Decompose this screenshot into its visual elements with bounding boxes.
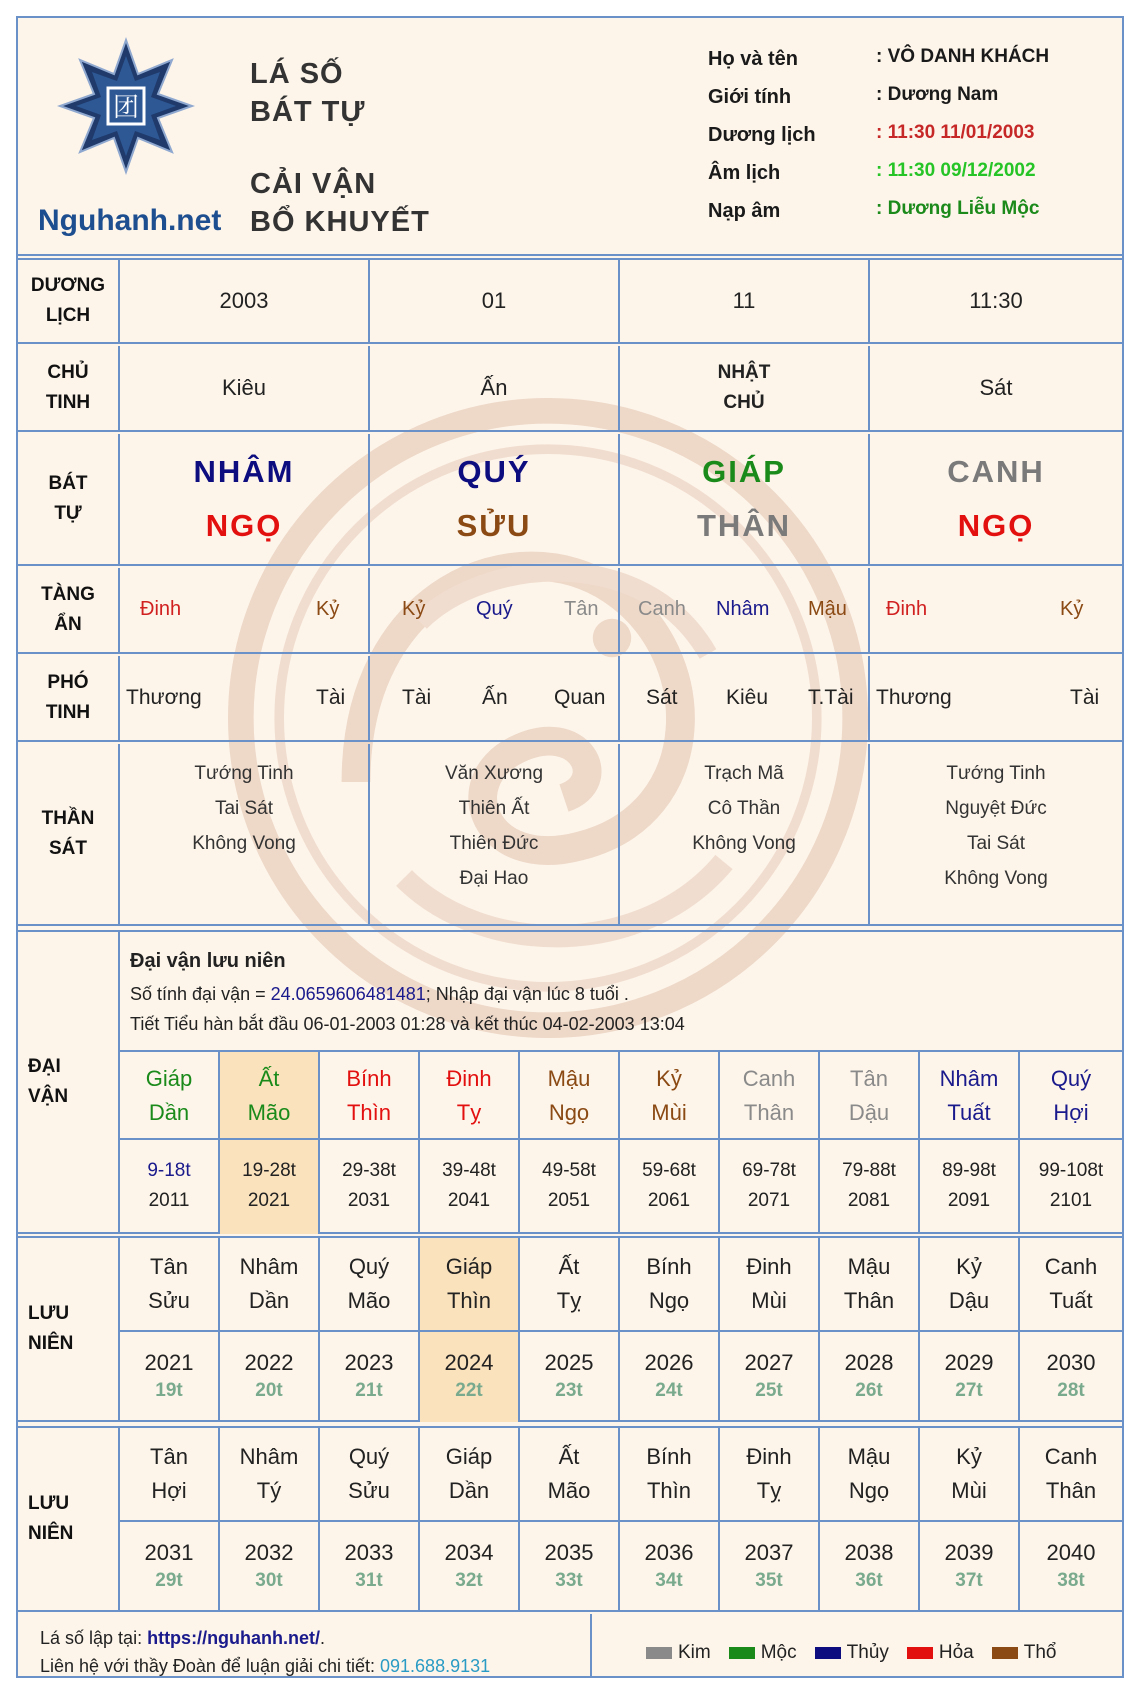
luu-nien-year-age: 2028 26t — [820, 1330, 920, 1422]
luu-nien-can-chi: Tân Sửu — [120, 1238, 220, 1330]
pillar-hour — [870, 434, 1122, 564]
dai-van-can-chi: Ất Mão — [220, 1050, 320, 1138]
solar-month: 01 — [370, 260, 620, 342]
row-pho-tinh — [18, 656, 1122, 742]
luu-nien-year-age: 2031 29t — [120, 1520, 220, 1612]
than-sat-month: Văn Xương Thiên Ất Thiên Đức Đại Hao — [370, 744, 620, 924]
can-month: QUÝ — [457, 454, 531, 489]
chi-day: THÂN — [696, 508, 792, 543]
luu-nien-can-chi: Giáp Thìn — [420, 1238, 520, 1330]
chi-hour: NGỌ — [957, 508, 1035, 543]
dai-van-age-year: 69-78t 2071 — [720, 1138, 820, 1234]
row-tang-an — [18, 568, 1122, 654]
luu-nien-can-chi: Mậu Thân — [820, 1238, 920, 1330]
tang-an-item: Mậu — [808, 598, 847, 620]
chu-tinh-year: Kiêu — [120, 346, 370, 430]
dai-van-can-chi: Canh Thân — [720, 1050, 820, 1138]
footer-line-1: Lá số lập tại: https://nguhanh.net/. — [40, 1628, 326, 1648]
legend-swatch — [729, 1647, 755, 1659]
luu-nien-year-age: 2024 22t — [420, 1330, 520, 1422]
footer — [18, 1614, 1122, 1678]
legend-item: Kim — [646, 1642, 711, 1664]
dai-van-can-chi: Giáp Dần — [120, 1050, 220, 1138]
solar-hour: 11:30 — [969, 288, 1023, 313]
luu-nien-year-age: 2021 19t — [120, 1330, 220, 1422]
dai-van-can-chi: Kỷ Mùi — [620, 1050, 720, 1138]
luu-nien-can-chi: Canh Tuất — [1044, 1254, 1098, 1313]
luu-nien-can-chi: Quý Sửu — [320, 1428, 420, 1520]
dai-van-age-year: 39-48t 2041 — [420, 1138, 520, 1234]
row-label-duong-lich: DƯƠNG LỊCH — [18, 260, 120, 342]
legend-item: Hỏa — [907, 1642, 974, 1664]
tang-an-item: Kỷ — [1060, 598, 1084, 620]
luu-nien-year-age: 2036 34t — [620, 1520, 720, 1612]
can-day: GIÁP — [702, 454, 786, 489]
logo-glyph: 团 — [112, 93, 140, 123]
tang-an-item: Kỷ — [402, 598, 426, 620]
luu-nien-can-chi: Bính Thìn — [620, 1428, 720, 1520]
info-value-nap-am: : Dương Liễu Mộc — [876, 198, 1040, 219]
luu-nien-year-age: 2022 20t — [220, 1330, 320, 1422]
row-label-bat-tu: BÁT TỰ — [18, 434, 120, 564]
pho-tinh-item: Thương — [876, 686, 952, 709]
row-label-luu-nien-2: LƯU NIÊN — [18, 1428, 120, 1610]
legend-swatch — [992, 1647, 1018, 1659]
tang-an-item: Đinh — [140, 598, 182, 620]
luu-nien-can-chi: Bính Ngọ — [620, 1238, 720, 1330]
title-line-3: CẢI VẬN — [250, 168, 377, 200]
row-label-luu-nien-1: LƯU NIÊN — [18, 1238, 120, 1420]
title-line-1: LÁ SỐ — [250, 58, 344, 90]
pillar-day — [620, 434, 870, 564]
dai-van-age-year: 29-38t 2031 — [320, 1138, 420, 1234]
dai-van-age-year: 49-58t 2051 — [520, 1138, 620, 1234]
dai-van-age-year: 59-68t 2061 — [620, 1138, 720, 1234]
dai-van-can-chi: Nhâm Tuất — [920, 1050, 1020, 1138]
dai-van-age-year: 89-98t 2091 — [920, 1138, 1020, 1234]
dai-van-info — [120, 932, 1122, 1050]
luu-nien-can-chi: Nhâm Dần — [220, 1238, 320, 1330]
pho-tinh-item: Thương — [126, 686, 202, 709]
info-label-gender: Giới tính — [708, 86, 792, 108]
dai-van-line-1: Số tính đại vận = 24.0659606481481; Nhập đại vận lúc 8 tuổi . — [130, 984, 629, 1004]
pho-tinh-item: Tài — [402, 686, 432, 709]
legend-swatch — [815, 1647, 841, 1659]
luu-nien-year-age: 2040 38t — [1020, 1520, 1122, 1612]
luu-nien-can-chi: Ất Mão — [520, 1428, 620, 1520]
pho-tinh-item: T.Tài — [808, 686, 854, 709]
nhat-chu-label: NHẬT CHỦ — [620, 346, 870, 430]
footer-link[interactable]: https://nguhanh.net/ — [147, 1628, 321, 1648]
dai-van-age-year: 99-108t 2101 — [1020, 1138, 1122, 1234]
luu-nien-year-age: 2025 23t — [520, 1330, 620, 1422]
luu-nien-can-chi: Canh Thân — [1044, 1444, 1098, 1503]
luu-nien-can-chi: Ất Tỵ — [520, 1238, 620, 1330]
luu-nien-can-chi: Kỷ Mùi — [920, 1428, 1020, 1520]
than-sat-year: Tướng Tinh Tai Sát Không Vong — [120, 744, 370, 924]
star-logo-icon[interactable] — [56, 36, 196, 176]
luu-nien-year-age: 2030 28t — [1020, 1330, 1122, 1422]
legend-swatch — [907, 1647, 933, 1659]
luu-nien-can-chi: Mậu Ngọ — [820, 1428, 920, 1520]
pho-tinh-item: Ấn — [482, 686, 508, 709]
section-dai-van — [18, 930, 1122, 1234]
dai-van-age-year: 9-18t 2011 — [120, 1138, 220, 1234]
pillar-month — [370, 434, 620, 564]
footer-phone[interactable]: 091.688.9131 — [380, 1656, 491, 1676]
than-sat-hour: Tướng Tinh Nguyệt Đức Tai Sát Không Vong — [944, 763, 1048, 889]
row-label-tang-an: TÀNG ẨN — [18, 568, 120, 652]
luu-nien-can-chi: Giáp Dần — [420, 1428, 520, 1520]
luu-nien-year-age: 2029 27t — [920, 1330, 1020, 1422]
footer-line-2: Liên hệ với thầy Đoàn để luận giải chi tiết: 091.688.9131 — [40, 1656, 491, 1676]
info-label-lunar: Âm lịch — [708, 162, 781, 184]
legend-item: Mộc — [729, 1642, 797, 1664]
tang-an-item: Quý — [476, 598, 513, 620]
than-sat-day: Trạch Mã Cô Thần Không Vong — [620, 744, 870, 924]
luu-nien-year-age: 2035 33t — [520, 1520, 620, 1612]
luu-nien-can-chi: Kỷ Dậu — [920, 1238, 1020, 1330]
can-hour: CANH — [947, 454, 1045, 489]
luu-nien-year-age: 2039 37t — [920, 1520, 1020, 1612]
chi-year: NGỌ — [205, 508, 283, 543]
row-label-dai-van: ĐẠI VẬN — [18, 932, 120, 1232]
row-bat-tu — [18, 434, 1122, 566]
tang-an-item: Canh — [638, 598, 686, 620]
dai-van-title: Đại vận lưu niên — [130, 950, 286, 972]
luu-nien-year-age: 2038 36t — [820, 1520, 920, 1612]
dai-van-age-year: 19-28t 2021 — [220, 1138, 320, 1234]
dai-van-can-chi: Bính Thìn — [320, 1050, 420, 1138]
chi-month: SỬU — [456, 508, 532, 543]
title-line-2: BÁT TỰ — [250, 96, 366, 128]
site-name[interactable]: Nguhanh.net — [38, 204, 222, 237]
title-line-4: BỔ KHUYẾT — [250, 206, 430, 238]
pho-tinh-item: Kiêu — [726, 686, 769, 709]
solar-day: 11 — [620, 260, 870, 342]
dai-van-age-year: 79-88t 2081 — [820, 1138, 920, 1234]
element-legend — [646, 1642, 1057, 1664]
footer-divider — [590, 1614, 592, 1678]
dai-van-can-chi: Tân Dậu — [820, 1050, 920, 1138]
row-label-chu-tinh: CHỦ TINH — [18, 346, 120, 430]
la-so-bat-tu-sheet — [16, 16, 1124, 1678]
chart-header — [18, 18, 1122, 256]
tang-an-item: Kỷ — [316, 598, 340, 620]
legend-item: Thổ — [992, 1642, 1057, 1664]
chu-tinh-hour: Sát — [979, 375, 1013, 400]
pho-tinh-item: Tài — [1070, 686, 1100, 709]
luu-nien-can-chi: Tân Hợi — [120, 1428, 220, 1520]
luu-nien-year-age: 2034 32t — [420, 1520, 520, 1612]
pho-tinh-item: Tài — [316, 686, 346, 709]
pho-tinh-item: Sát — [646, 686, 678, 709]
info-value-lunar: : 11:30 09/12/2002 — [876, 160, 1036, 181]
dai-van-can-chi: Mậu Ngọ — [520, 1050, 620, 1138]
luu-nien-can-chi: Đinh Mùi — [720, 1238, 820, 1330]
tang-an-item: Đinh — [886, 598, 928, 620]
section-luu-nien-2 — [18, 1426, 1122, 1612]
legend-item: Thủy — [815, 1642, 889, 1664]
luu-nien-can-chi: Quý Mão — [320, 1238, 420, 1330]
info-label-solar: Dương lịch — [708, 124, 816, 146]
tang-an-item: Nhâm — [716, 598, 770, 620]
luu-nien-year-age: 2037 35t — [720, 1520, 820, 1612]
row-label-pho-tinh: PHÓ TINH — [18, 656, 120, 740]
info-value-solar: : 11:30 11/01/2003 — [876, 122, 1035, 143]
pho-tinh-item: Quan — [554, 686, 606, 709]
luu-nien-year-age: 2032 30t — [220, 1520, 320, 1612]
can-year: NHÂM — [193, 454, 295, 489]
legend-swatch — [646, 1647, 672, 1659]
solar-year: 2003 — [120, 260, 370, 342]
row-chu-tinh — [18, 346, 1122, 432]
info-label-name: Họ và tên — [708, 48, 799, 70]
tang-an-item: Tân — [564, 598, 599, 620]
info-value-name: : VÔ DANH KHÁCH — [876, 46, 1050, 67]
section-luu-nien-1 — [18, 1236, 1122, 1422]
info-label-nap-am: Nạp âm — [708, 200, 781, 222]
row-label-than-sat: THẦN SÁT — [18, 744, 120, 924]
dai-van-line-2: Tiết Tiểu hàn bắt đầu 06-01-2003 01:28 và kết thúc 04-02-2003 13:04 — [130, 1014, 685, 1034]
dai-van-can-chi: Đinh Tỵ — [420, 1050, 520, 1138]
luu-nien-year-age: 2033 31t — [320, 1520, 420, 1612]
luu-nien-year-age: 2027 25t — [720, 1330, 820, 1422]
info-value-gender: : Dương Nam — [876, 84, 999, 105]
row-duong-lich — [18, 258, 1122, 344]
luu-nien-can-chi: Nhâm Tý — [220, 1428, 320, 1520]
dai-van-can-chi: Quý Hợi — [1020, 1050, 1122, 1138]
luu-nien-year-age: 2023 21t — [320, 1330, 420, 1422]
luu-nien-can-chi: Đinh Tỵ — [720, 1428, 820, 1520]
chu-tinh-month: Ấn — [370, 346, 620, 430]
row-than-sat — [18, 744, 1122, 926]
luu-nien-year-age: 2026 24t — [620, 1330, 720, 1422]
pillar-year — [120, 434, 370, 564]
